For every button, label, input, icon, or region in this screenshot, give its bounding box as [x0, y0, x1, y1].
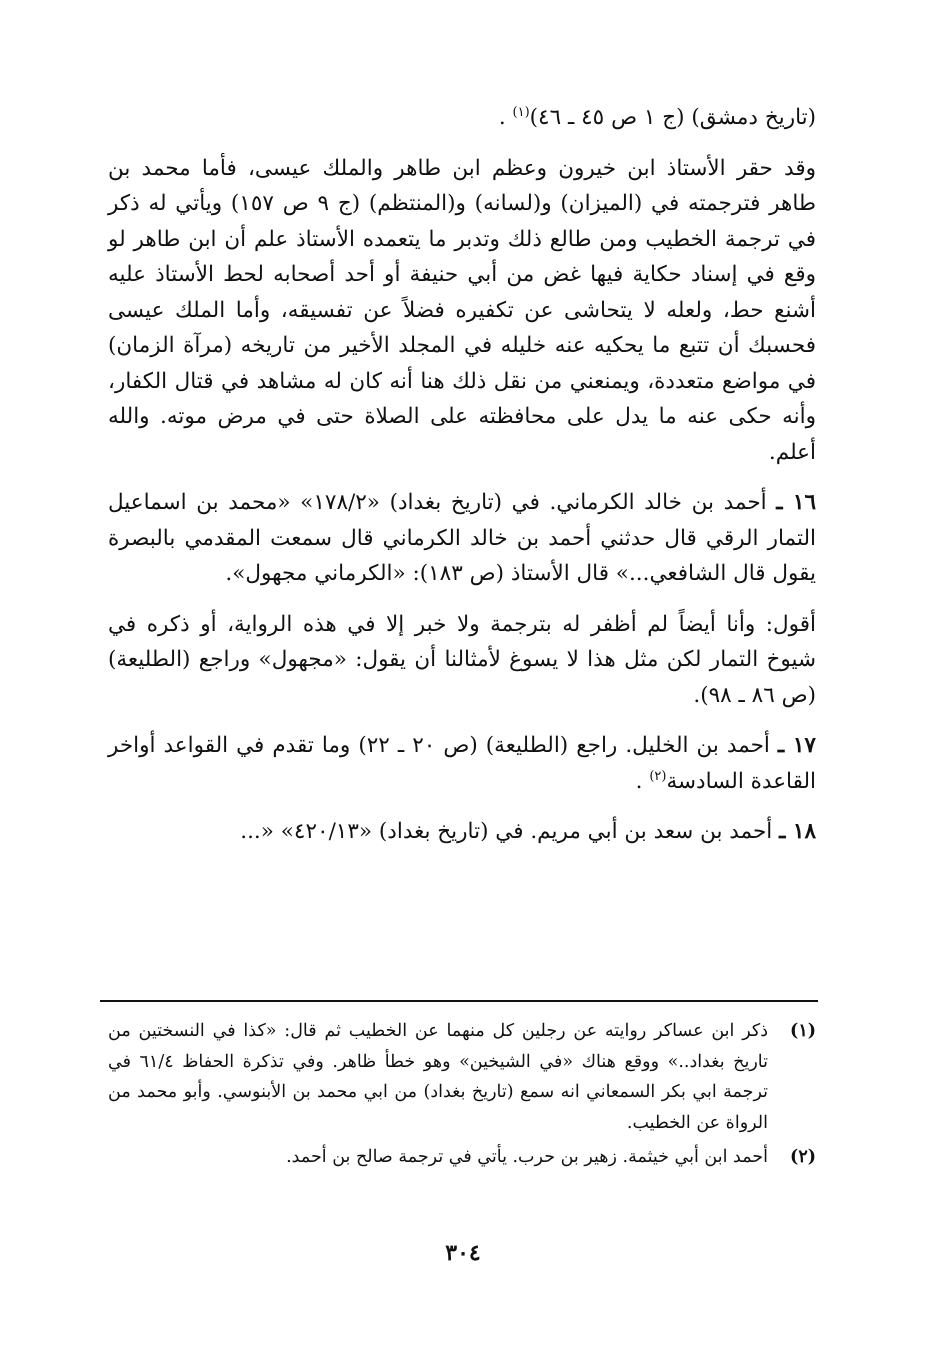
footnote-2	[108, 1142, 816, 1173]
entry-16	[108, 485, 816, 592]
footnote-marker: (١)	[790, 1021, 816, 1041]
entry-text: أحمد بن سعد بن أبي مريم. في (تاريخ بغداد) «٤٢٠/١٣» «...	[240, 819, 780, 844]
entry-end: .	[635, 768, 650, 794]
entry-text: أحمد بن الخليل. راجع (الطليعة) (ص ٢٠ ـ ٢٢) وما تقدم في القواعد أواخر القاعدة السادسة	[108, 733, 816, 794]
footnote-text: أحمد ابن أبي خيثمة. زهير بن حرب. يأتي في ترجمة صالح بن أحمد.	[286, 1147, 768, 1167]
entry-number: ١٨ ـ	[779, 819, 816, 844]
footnote-marker: (٢)	[790, 1147, 816, 1167]
paragraph-comment: أقول: وأنا أيضاً لم أظفر له بترجمة ولا خبر إلا في هذه الرواية، أو ذكره في شيوخ التمار لكن مثل هذا لا يسوغ لأمثالنا أن يقول: «مجهول» وراجع (الطليعة) (ص ٨٦ ـ ٩٨).	[108, 611, 816, 708]
footnote-divider	[100, 1000, 818, 1002]
footnotes	[108, 1016, 816, 1173]
entry-text: أحمد بن خالد الكرماني. في (تاريخ بغداد) «١٧٨/٢» «محمد بن اسماعيل التمار الرقي قال حدثني أحمد بن خالد الكرماني قال سمعت المقدمي بالبصرة يقول قال الشافعي...» قال الأستاذ (ص ١٨٣): «الكرماني مجهول».	[108, 490, 816, 586]
entry-number: ١٧ ـ	[777, 733, 816, 758]
citation-text: (تاريخ دمشق) (ج ١ ص ٤٥ ـ ٤٦)	[529, 105, 816, 130]
footnote-ref-2[interactable]: (٢)	[649, 768, 667, 784]
entry-18	[108, 814, 816, 850]
entry-17	[108, 728, 816, 799]
page-number: ٣٠٤	[445, 1240, 481, 1266]
footnote-1	[108, 1016, 816, 1138]
paragraph-source-citation	[108, 100, 816, 136]
footnote-ref-1[interactable]: (١)	[512, 104, 530, 120]
paragraph-discussion: وقد حقر الأستاذ ابن خيرون وعظم ابن طاهر والملك عيسى، فأما محمد بن طاهر فترجمته في (الميزان) و(لسانه) و(المنتظم) (ج ٩ ص ١٥٧) ويأتي له ذكر في ترجمة الخطيب ومن طالع ذلك وتدبر ما يتعمده الأستاذ علم أن ابن طاهر لو وقع في إسناد حكاية فيها غض من أبي حنيفة أو أحد أصحابه لحط الأستاذ عليه أشنع حط، ولعله لا يتحاشى عن تكفيره فضلاً عن تفسيقه، وأما الملك عيسى فحسبك أن تتبع ما يحكيه عنه خليله في المجلد الأخير من تاريخه (مرآة الزمان) في مواضع متعددة، ويمنعني من نقل ذلك هنا أنه كان له مشاهد في قتال الكفار، وأنه حكى عنه ما يدل على محافظته على الصلاة حتى في مرض موته. والله أعلم.	[108, 155, 817, 465]
footnote-text: ذكر ابن عساكر روايته عن رجلين كل منهما عن الخطيب ثم قال: «كذا في النسختين من تاريخ بغداد..» ووقع هناك «في الشيخين» وهو خطأ ظاهر. وفي تذكرة الحفاظ ٦١/٤ في ترجمة ابي بكر السمعاني انه سمع (تاريخ بغداد) من ابي محمد بن الأبنوسي. وأبو محمد من الرواة عن الخطيب.	[108, 1021, 768, 1133]
entry-number: ١٦ ـ	[776, 490, 817, 515]
citation-end: .	[498, 105, 513, 130]
